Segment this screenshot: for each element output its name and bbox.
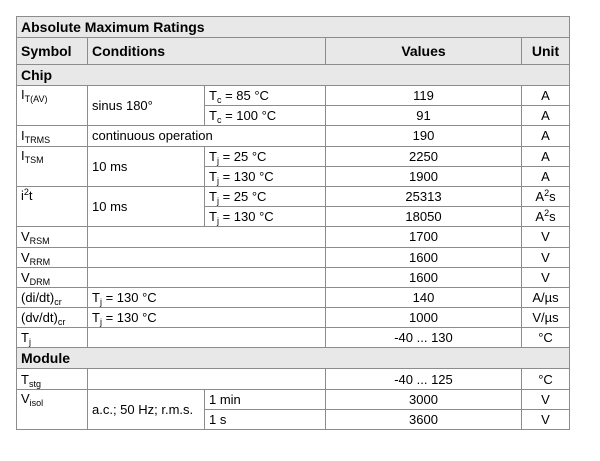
table-row — [17, 86, 570, 106]
header-unit: Unit — [522, 38, 570, 65]
subcondition: $T_j = 25$ °C — [205, 146, 326, 166]
value: 1600 — [326, 247, 522, 267]
condition-empty — [88, 227, 326, 247]
value: 1700 — [326, 227, 522, 247]
ratings-table-wrapper — [16, 16, 569, 430]
section-module-row — [17, 348, 570, 369]
unit: °C — [522, 369, 570, 389]
condition-empty — [88, 369, 326, 389]
table-row — [17, 267, 570, 287]
absolute-maximum-ratings-table — [16, 16, 570, 430]
symbol-vdrm: $V_{DRM}$ — [17, 267, 88, 287]
section-chip-row — [17, 65, 570, 86]
section-module: Module — [17, 348, 570, 369]
unit: V — [522, 409, 570, 429]
section-chip: Chip — [17, 65, 570, 86]
condition-empty — [88, 328, 326, 348]
symbol-i2t: $i^2t$ — [17, 186, 88, 226]
value: -40 ... 130 — [326, 328, 522, 348]
unit: $A^2s$ — [522, 186, 570, 206]
symbol-tstg: $T_{stg}$ — [17, 369, 88, 389]
value: -40 ... 125 — [326, 369, 522, 389]
value: 91 — [326, 106, 522, 126]
unit: A — [522, 86, 570, 106]
table-row — [17, 308, 570, 328]
symbol-vrsm: $V_{RSM}$ — [17, 227, 88, 247]
value: 1000 — [326, 308, 522, 328]
symbol-dvdt: $(dv/dt)_{cr}$ — [17, 308, 88, 328]
unit: V/µs — [522, 308, 570, 328]
table-row — [17, 287, 570, 307]
unit: V — [522, 247, 570, 267]
symbol-itrms: $I_{TRMS}$ — [17, 126, 88, 146]
symbol-vrrm: $V_{RRM}$ — [17, 247, 88, 267]
condition-i2t: 10 ms — [88, 186, 205, 226]
value: 3000 — [326, 389, 522, 409]
value: 25313 — [326, 186, 522, 206]
table-row — [17, 369, 570, 389]
symbol-itav: $I_{T(AV)}$ — [17, 86, 88, 126]
value: 119 — [326, 86, 522, 106]
table-row — [17, 227, 570, 247]
table-row — [17, 146, 570, 166]
symbol-didt: $(di/dt)_{cr}$ — [17, 287, 88, 307]
symbol-tj: $T_j$ — [17, 328, 88, 348]
condition-itrms: continuous operation — [88, 126, 326, 146]
condition-empty — [88, 267, 326, 287]
table-row — [17, 126, 570, 146]
subcondition: $T_c = 100$ °C — [205, 106, 326, 126]
subcondition: 1 min — [205, 389, 326, 409]
condition-dvdt: $T_j = 130$ °C — [88, 308, 326, 328]
condition-visol: a.c.; 50 Hz; r.m.s. — [88, 389, 205, 429]
header-values: Values — [326, 38, 522, 65]
value: 140 — [326, 287, 522, 307]
header-conditions: Conditions — [88, 38, 326, 65]
condition-didt: $T_j = 130$ °C — [88, 287, 326, 307]
value: 1600 — [326, 267, 522, 287]
value: 2250 — [326, 146, 522, 166]
unit: °C — [522, 328, 570, 348]
unit: A — [522, 126, 570, 146]
condition-itsm: 10 ms — [88, 146, 205, 186]
unit: V — [522, 227, 570, 247]
table-row — [17, 389, 570, 409]
unit: A — [522, 146, 570, 166]
table-title-row — [17, 17, 570, 38]
value: 1900 — [326, 166, 522, 186]
value: 190 — [326, 126, 522, 146]
header-row — [17, 38, 570, 65]
symbol-visol: $V_{isol}$ — [17, 389, 88, 429]
unit: A/µs — [522, 287, 570, 307]
subcondition: 1 s — [205, 409, 326, 429]
unit: A — [522, 106, 570, 126]
header-symbol: Symbol — [17, 38, 88, 65]
table-row — [17, 328, 570, 348]
table-row — [17, 247, 570, 267]
unit: A — [522, 166, 570, 186]
subcondition: $T_c = 85$ °C — [205, 86, 326, 106]
subcondition: $T_j = 25$ °C — [205, 186, 326, 206]
value: 3600 — [326, 409, 522, 429]
symbol-itsm: $I_{TSM}$ — [17, 146, 88, 186]
subcondition: $T_j = 130$ °C — [205, 166, 326, 186]
table-row — [17, 186, 570, 206]
unit: V — [522, 267, 570, 287]
subcondition: $T_j = 130$ °C — [205, 207, 326, 227]
table-title: Absolute Maximum Ratings — [17, 17, 570, 38]
unit: V — [522, 389, 570, 409]
condition-itav: sinus 180° — [88, 86, 205, 126]
condition-empty — [88, 247, 326, 267]
unit: $A^2s$ — [522, 207, 570, 227]
value: 18050 — [326, 207, 522, 227]
